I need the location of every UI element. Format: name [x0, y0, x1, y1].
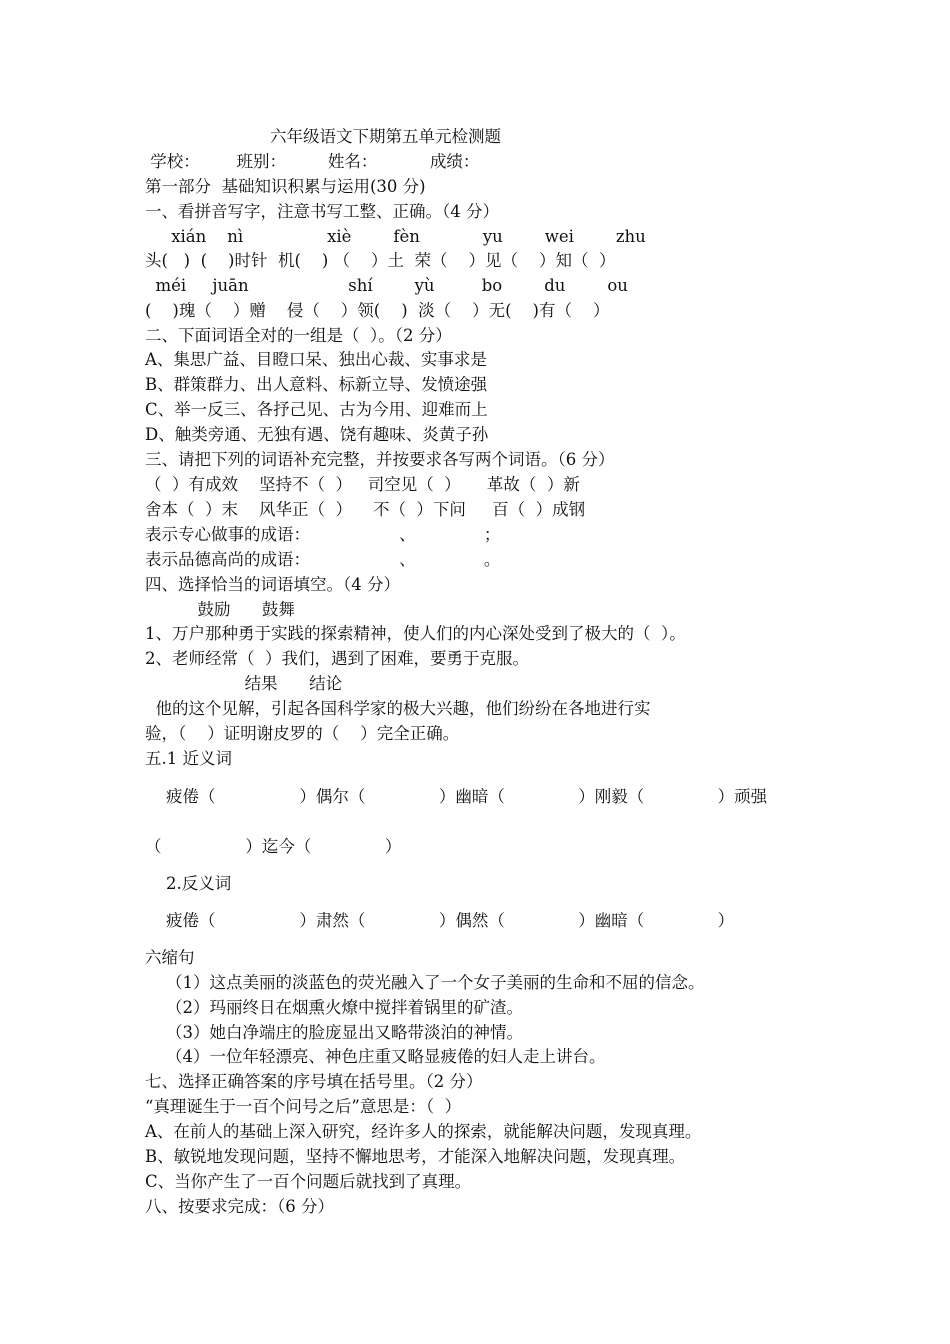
q4-sentence-3a: 他的这个见解，引起各国科学家的极大兴趣，他们纷纷在各地进行实	[145, 699, 651, 718]
q1-heading: 一、看拼音写字，注意书写工整、正确。（4 分）	[145, 202, 499, 221]
doc-title: 六年级语文下期第五单元检测题	[270, 127, 501, 146]
q3-heading: 三、请把下列的词语补充完整，并按要求各写两个词语。（6 分）	[145, 450, 615, 469]
q4-word-choices-1: 鼓励 鼓舞	[145, 600, 295, 619]
q5-antonym-heading: 2.反义词	[145, 874, 232, 893]
q2-option-a: A、集思广益、目瞪口呆、独出心裁、实事求是	[145, 350, 487, 369]
q2-heading: 二、下面词语全对的一组是（ ）。（2 分）	[145, 326, 452, 345]
q4-sentence-1: 1、万户那种勇于实践的探索精神，使人们的内心深处受到了极大的（ ）。	[145, 624, 686, 643]
q7-option-c: C、当你产生了一百个问题后就找到了真理。	[145, 1172, 472, 1191]
q6-sentence-4: （4）一位年轻漂亮、神色庄重又略显疲倦的妇人走上讲台。	[145, 1047, 606, 1066]
part-one-heading: 第一部分 基础知识积累与运用(30 分)	[145, 177, 426, 196]
q3-row-4: 表示品德高尚的成语： 、 。	[145, 550, 501, 569]
q3-row-1: （ ）有成效 坚持不（ ） 司空见（ ） 革故（ ）新	[145, 475, 580, 494]
q1-pinyin-row-1: xián nì xiè fèn yu wei zhu	[145, 227, 646, 246]
q4-sentence-2: 2、老师经常（ ）我们，遇到了困难，要勇于克服。	[145, 649, 529, 668]
q2-option-b: B、群策群力、出人意料、标新立导、发愤途强	[145, 375, 488, 394]
q1-pinyin-row-2: méi juān shí yù bo du ou	[145, 276, 628, 295]
q5-antonym-row: 疲倦（ ）肃然（ ）偶然（ ）幽暗（ ）	[145, 911, 735, 930]
q6-sentence-3: （3）她白净端庄的脸庞显出又略带淡泊的神情。	[145, 1023, 523, 1042]
q7-option-b: B、敏锐地发现问题，坚持不懈地思考，才能深入地解决问题，发现真理。	[145, 1147, 686, 1166]
q2-option-d: D、触类旁通、无独有遇、饶有趣味、炎黄子孙	[145, 425, 489, 444]
q4-heading: 四、选择恰当的词语填空。（4 分）	[145, 575, 400, 594]
student-info-line: 学校： 班别： 姓名： 成绩：	[145, 152, 480, 171]
q5-synonym-row-2: （ ）迄今（ ）	[145, 837, 402, 856]
q7-heading: 七、选择正确答案的序号填在括号里。（2 分）	[145, 1072, 483, 1091]
q5-synonym-row-1: 疲倦（ ）偶尔（ ）幽暗（ ）刚毅（ ）顽强	[145, 787, 768, 806]
q7-stem: “真理诞生于一百个问号之后”意思是：（ ）	[145, 1097, 462, 1116]
q4-word-choices-2: 结果 结论	[145, 674, 343, 693]
q7-option-a: A、在前人的基础上深入研究，经许多人的探索，就能解决问题，发现真理。	[145, 1122, 702, 1141]
q6-sentence-2: （2）玛丽终日在烟熏火燎中搅拌着锅里的矿渣。	[145, 998, 523, 1017]
q5-heading: 五.1 近义词	[145, 749, 232, 768]
q4-sentence-3b: 验，（ ）证明谢皮罗的（ ）完全正确。	[145, 724, 460, 743]
q6-sentence-1: （1）这点美丽的淡蓝色的荧光融入了一个女子美丽的生命和不屈的信念。	[145, 973, 705, 992]
q2-option-c: C、举一反三、各抒己见、古为今用、迎难而上	[145, 400, 488, 419]
q1-answer-row-2: ( )瑰（ ）赠 侵（ ）领( ) 淡（ ）无( )有（ ）	[145, 301, 610, 320]
q8-heading: 八、按要求完成：（6 分）	[145, 1197, 334, 1216]
q1-answer-row-1: 头( ) ( )时针 机( ) （ ）土 荣（ ）见（ ）知（ ）	[145, 251, 616, 270]
q3-row-3: 表示专心做事的成语： 、 ；	[145, 525, 501, 544]
q3-row-2: 舍本（ ）末 风华正（ ） 不（ ）下问 百（ ）成钢	[145, 500, 586, 519]
q6-heading: 六缩句	[145, 948, 195, 967]
